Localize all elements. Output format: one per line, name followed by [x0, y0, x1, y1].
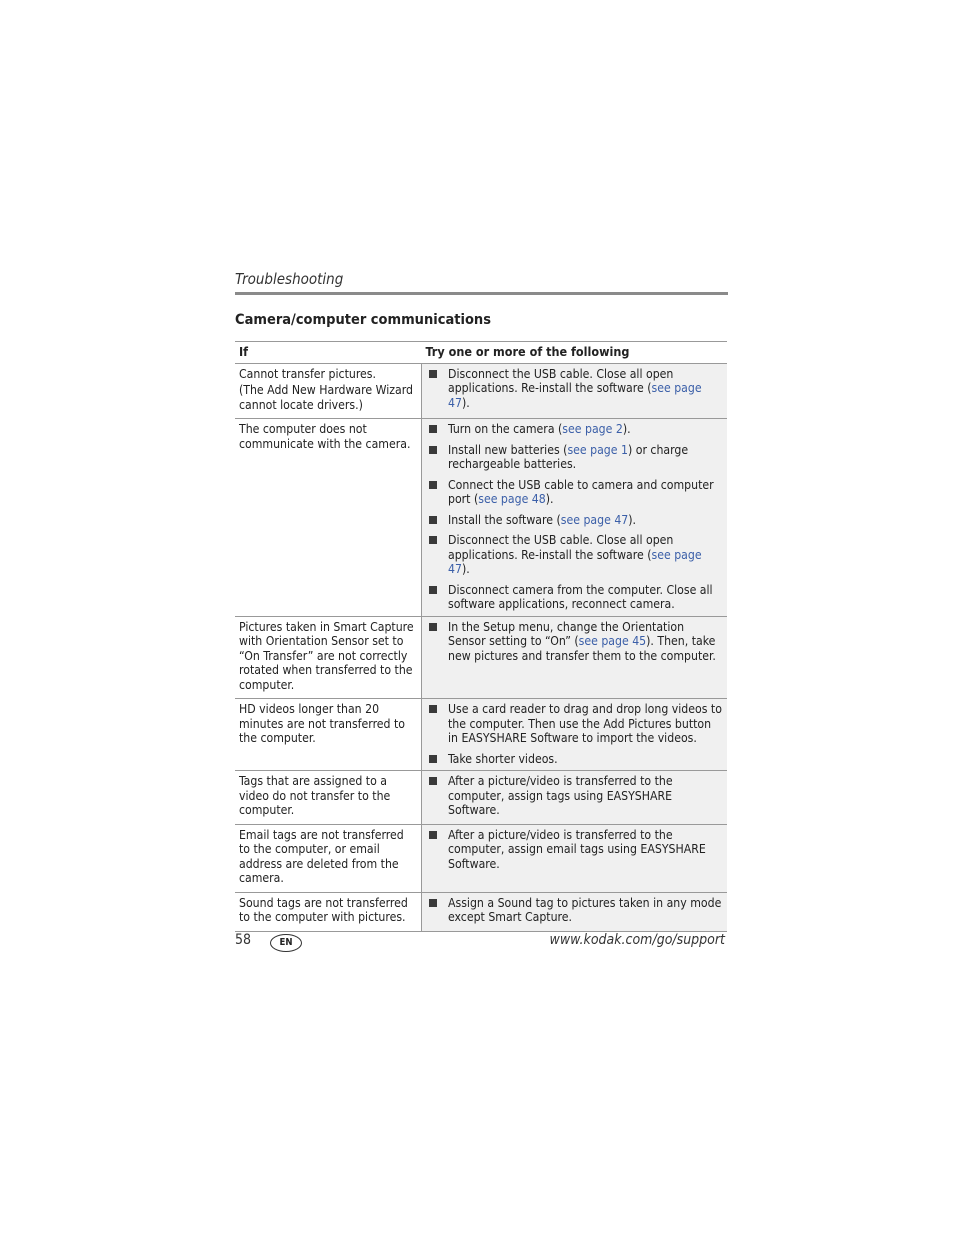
- column-header-solutions: Try one or more of the following: [422, 342, 728, 364]
- solution-text: Disconnect camera from the computer. Close all software applications, reconnect camera.: [448, 582, 713, 611]
- solutions-list: [426, 620, 723, 664]
- list-item: [426, 422, 723, 437]
- problem-text: (The Add New Hardware Wizard cannot locate drivers.): [239, 383, 413, 412]
- square-bullet-icon: [429, 755, 437, 763]
- solutions-cell: [422, 824, 728, 892]
- solution-text: Disconnect the USB cable. Close all open applications. Re-install the software (: [448, 366, 674, 395]
- list-item: [426, 752, 723, 767]
- solutions-list: [426, 367, 723, 411]
- solutions-cell: [422, 699, 728, 771]
- table-body: [235, 363, 727, 931]
- solution-text-end: ).: [628, 512, 637, 527]
- problem-cell: [235, 824, 422, 892]
- solutions-cell: [422, 419, 728, 617]
- square-bullet-icon: [429, 516, 437, 524]
- square-bullet-icon: [429, 831, 437, 839]
- problem-cell: [235, 419, 422, 617]
- table-row: [235, 892, 727, 931]
- page-reference-link[interactable]: see page 48: [478, 492, 546, 506]
- problem-text: Cannot transfer pictures.: [239, 366, 377, 381]
- solution-text: After a picture/video is transferred to the computer, assign tags using EASYSHARE Software.: [448, 774, 673, 817]
- problem-cell: [235, 699, 422, 771]
- table-row: [235, 824, 727, 892]
- problem-text: Sound tags are not transferred to the computer with pictures.: [239, 895, 408, 924]
- square-bullet-icon: [429, 481, 437, 489]
- problem-text: Pictures taken in Smart Capture with Orientation Sensor set to “On Transfer” are not correctly rotated when transferred to the computer.: [239, 619, 414, 692]
- problem-cell: [235, 616, 422, 699]
- solution-text: Take shorter videos.: [448, 751, 558, 766]
- column-header-if: If: [235, 342, 422, 364]
- problem-text: HD videos longer than 20 minutes are not transferred to the computer.: [239, 702, 406, 745]
- solution-text: Disconnect the USB cable. Close all open applications. Re-install the software (: [448, 533, 674, 562]
- problem-text: Tags that are assigned to a video do not transfer to the computer.: [239, 774, 391, 817]
- table-row: [235, 363, 727, 419]
- page-reference-link[interactable]: see page 45: [578, 634, 647, 648]
- square-bullet-icon: [429, 777, 437, 785]
- list-item: [426, 828, 723, 872]
- list-item: [426, 367, 723, 411]
- list-item: [426, 896, 723, 925]
- solution-text: After a picture/video is transferred to the computer, assign email tags using EASYSHARE Software.: [448, 827, 706, 871]
- solutions-cell: [422, 771, 728, 825]
- solution-text: Install the software (: [448, 512, 561, 527]
- square-bullet-icon: [429, 899, 437, 907]
- table-row: [235, 699, 727, 771]
- list-item: [426, 478, 723, 507]
- square-bullet-icon: [429, 705, 437, 713]
- problem-cell: [235, 771, 422, 825]
- solutions-list: [426, 828, 723, 872]
- solution-text-end: ).: [622, 422, 631, 436]
- page-reference-link[interactable]: see page 2: [562, 422, 623, 436]
- solution-text-end: ).: [545, 492, 554, 506]
- solution-text: Turn on the camera (: [448, 422, 563, 436]
- troubleshooting-table: [235, 341, 727, 932]
- solutions-list: [426, 702, 723, 766]
- square-bullet-icon: [429, 623, 437, 631]
- table-row: [235, 771, 727, 825]
- square-bullet-icon: [429, 425, 437, 433]
- solutions-cell: [422, 892, 728, 931]
- page-reference-link[interactable]: see page 47: [448, 381, 702, 410]
- solution-text-end: ).: [461, 395, 470, 410]
- list-item: [426, 620, 723, 664]
- problem-cell: [235, 892, 422, 931]
- solution-text: In the Setup menu, change the Orientation Sensor setting to “On” (: [448, 619, 685, 648]
- header-rule: [235, 292, 728, 295]
- section-title: Troubleshooting: [235, 270, 344, 288]
- square-bullet-icon: [429, 446, 437, 454]
- list-item: [426, 513, 723, 528]
- solution-text-end: ). Then, take new pictures and transfer them to the computer.: [448, 634, 716, 663]
- page-heading: Camera/computer communications: [235, 312, 491, 328]
- problem-cell: [235, 363, 422, 419]
- solution-text: Assign a Sound tag to pictures taken in any mode except Smart Capture.: [448, 895, 722, 924]
- table-row: [235, 419, 727, 617]
- solutions-list: [426, 774, 723, 818]
- list-item: [426, 533, 723, 577]
- problem-text: The computer does not communicate with the camera.: [239, 422, 411, 451]
- language-badge: EN: [270, 934, 302, 952]
- list-item: [426, 583, 723, 612]
- solution-text: Connect the USB cable to camera and computer port (: [448, 477, 714, 506]
- page-number: 58: [235, 932, 252, 948]
- list-item: [426, 702, 723, 746]
- solutions-cell: [422, 363, 728, 419]
- page-reference-link[interactable]: see page 47: [448, 547, 702, 576]
- square-bullet-icon: [429, 536, 437, 544]
- problem-text: Email tags are not transferred to the computer, or email address are deleted from the camera.: [239, 827, 404, 885]
- table-row: [235, 616, 727, 699]
- page-reference-link[interactable]: see page 47: [560, 512, 629, 527]
- page-reference-link[interactable]: see page 1: [567, 442, 628, 457]
- list-item: [426, 774, 723, 818]
- solutions-cell: [422, 616, 728, 699]
- square-bullet-icon: [429, 586, 437, 594]
- square-bullet-icon: [429, 370, 437, 378]
- solution-text: Install new batteries (: [448, 442, 568, 457]
- solution-text-end: ).: [461, 562, 470, 576]
- solution-text-end: ) or charge rechargeable batteries.: [448, 442, 689, 471]
- solutions-list: [426, 422, 723, 612]
- table-header-row: [235, 342, 727, 364]
- solutions-list: [426, 896, 723, 925]
- support-url[interactable]: www.kodak.com/go/support: [549, 932, 725, 948]
- list-item: [426, 443, 723, 472]
- solution-text: Use a card reader to drag and drop long videos to the computer. Then use the Add Pictures button in EASYSHARE Software to import the videos.: [448, 702, 722, 745]
